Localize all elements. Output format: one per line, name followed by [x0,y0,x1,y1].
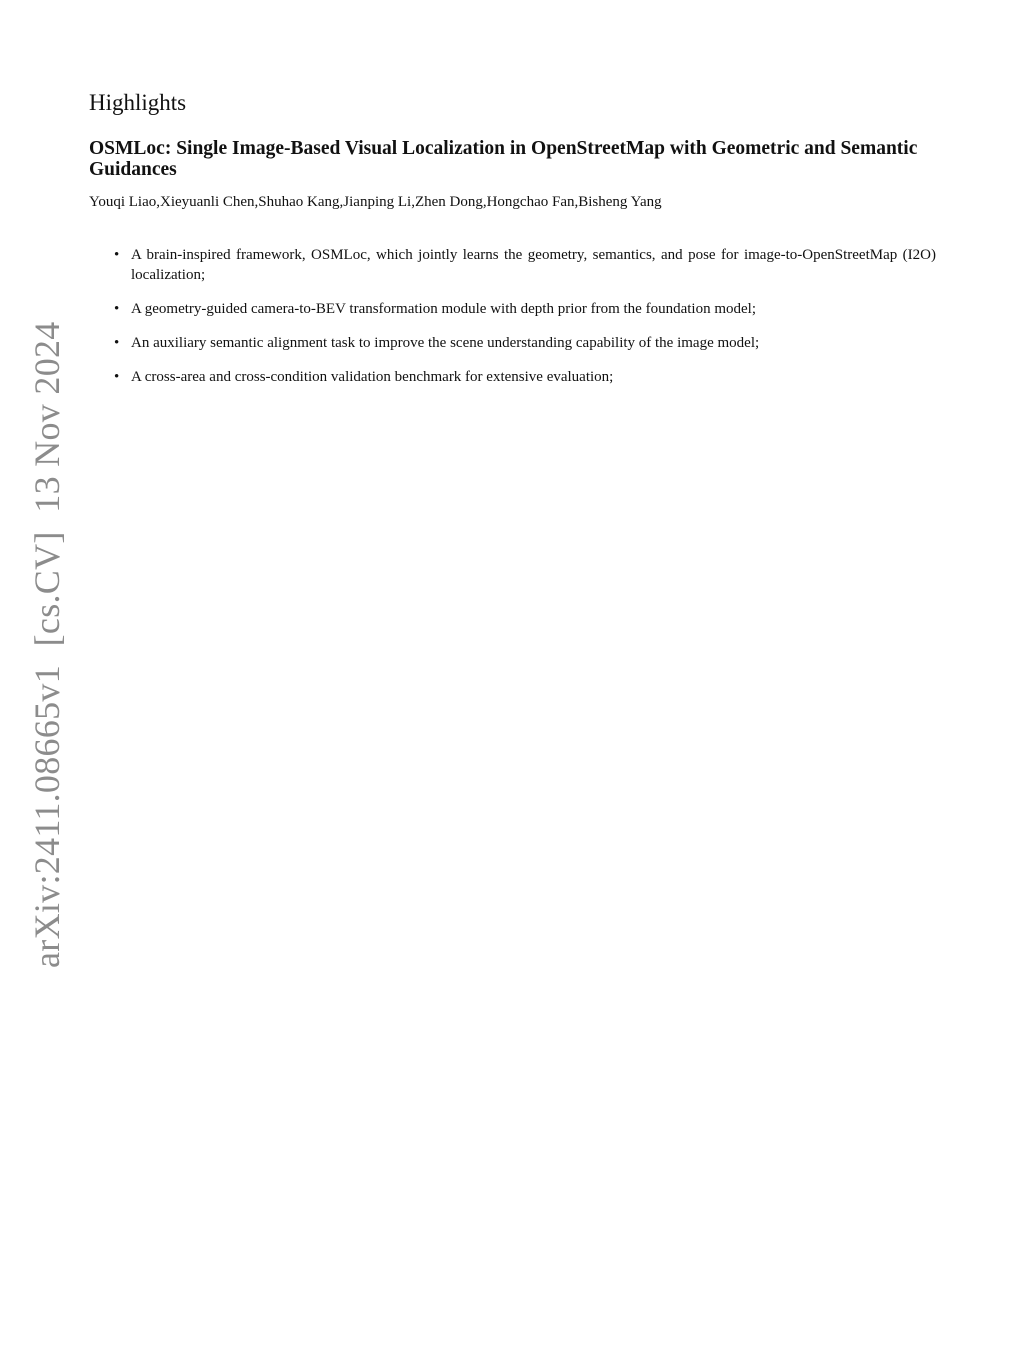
author-list: Youqi Liao,Xieyuanli Chen,Shuhao Kang,Jianping Li,Zhen Dong,Hongchao Fan,Bisheng Yang [89,194,662,210]
highlight-item [89,299,936,319]
paper-title: OSMLoc: Single Image-Based Visual Localization in OpenStreetMap with Geometric and Semantic Guidances [89,138,918,180]
highlights-list [89,245,936,387]
highlights-page [89,88,936,401]
highlight-text: A cross-area and cross-condition validation benchmark for extensive evaluation; [131,369,614,385]
highlight-text: An auxiliary semantic alignment task to improve the scene understanding capability of the image model; [131,335,760,351]
bullet-icon: • [114,301,120,317]
highlight-item [89,333,936,353]
arxiv-identifier-stamp: arXiv:2411.08665v1 [cs.CV] 13 Nov 2024 [27,321,67,968]
highlight-item [89,245,936,285]
bullet-icon: • [114,335,120,351]
bullet-icon: • [114,247,120,263]
bullet-icon: • [114,369,120,385]
highlight-item [89,367,936,387]
highlight-text: A brain-inspired framework, OSMLoc, which jointly learns the geometry, semantics, and pose for image-to-OpenStreetMap (I2O) localization; [131,247,936,283]
highlights-heading: Highlights [89,90,187,115]
highlight-text: A geometry-guided camera-to-BEV transformation module with depth prior from the foundation model; [131,301,756,317]
